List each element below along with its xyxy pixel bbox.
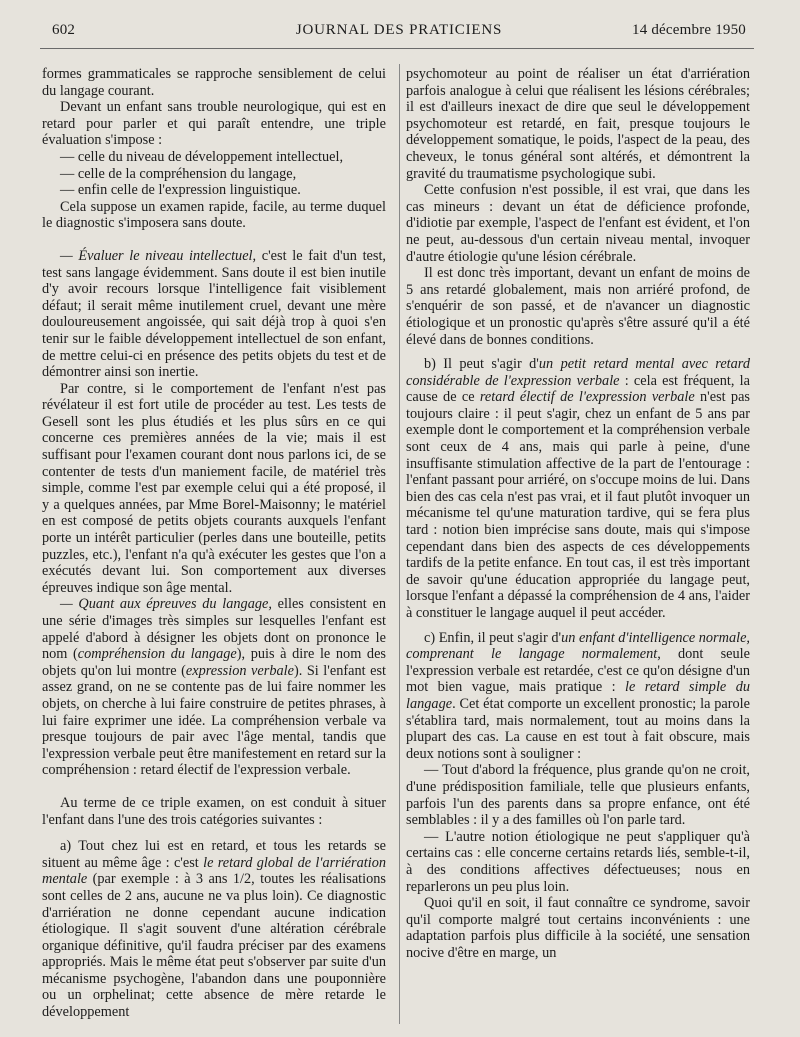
- section-label: — Évaluer le niveau intellectuel,: [60, 247, 257, 264]
- column-divider: [399, 64, 400, 1024]
- paragraph: Cela suppose un examen rapide, facile, au terme duquel le diagnostic s'imposera sans doute.: [42, 198, 386, 232]
- paragraph: Par contre, si le comportement de l'enfant n'est pas révélateur il est fort utile de procéder au test. Les tests de Gesell sont les plus étudiés et les plus sûrs en ce qui concerne ces premières années de la vie; mais il est suffisant pour l'examen courant dont nous parlons ici, de se contenter de tests d'un maniement facile, de matériel très simple, comme l'est par exemple celui qui a été proposé, il y a quelques années, par Mme Borel-Maisonny; le matériel en est composé de petits objets courants auxquels l'enfant porte un intérêt particulier (perles dans une bouteille, petits puzzles, etc.), l'enfant n'a qu'à exécuter les gestes que l'on a exécutés devant lui. Son comportement aux diverses épreuves indique son âge mental.: [42, 380, 386, 596]
- paragraph: Quoi qu'il en soit, il faut connaître ce syndrome, savoir qu'il comporte malgré tout certains inconvénients : une adaptation parfois plus difficile à la société, une sensation nocive d'être en marge, un: [406, 895, 750, 961]
- left-column: [42, 66, 386, 1021]
- paragraph: — Évaluer le niveau intellectuel, c'est le fait d'un test, test sans langage évidemment. Sans doute il est bien inutile d'y avoir recours lorsque l'intelligence fait visiblement défaut; il serait même inutilement cruel, devant une mère douloureusement angoissée, qui sait déjà trop à quoi s'en tenir sur le faible développement intellectuel de son enfant, de mettre celui-ci en présence des petits objets du test et de démontrer ainsi son inertie.: [42, 247, 387, 381]
- paragraph: — L'autre notion étiologique ne peut s'appliquer qu'à certains cas : elle concerne certains retards liés, semble-t-il, à des conditions affectives défectueuses; nous en reparlerons un peu plus loin.: [406, 828, 750, 895]
- list-item: — enfin celle de l'expression linguistique.: [60, 182, 301, 199]
- paragraph: — Quant aux épreuves du langage, elles consistent en une série d'images très simples sur lesquelles l'enfant est appelé d'abord à désigner les objets dont on prononce le nom (compréhension du langage), puis à dire le nom des objets qu'on lui montre (expression verbale). Si l'enfant est assez grand, on ne se contente pas de lui faire nommer les objets, on cherche à lui faire construire de petites phrases, à lui faire exprimer une idée. La compréhension verbale va presque toujours de pair avec l'âge mental, tandis que l'expression verbale peut être manifestement en retard sur la compréhension : retard électif de l'expression verbale.: [42, 596, 387, 779]
- paragraph: Il est donc très important, devant un enfant de moins de 5 ans retardé globalement, mais non arriéré profond, de s'enquérir de son passé, et de n'avancer un diagnostic étiologique et un pronostic qu'après s'être assuré qu'il a été élevé dans de bonnes conditions.: [406, 265, 750, 348]
- paragraph: Au terme de ce triple examen, on est conduit à situer l'enfant dans l'une des trois catégories suivantes :: [42, 794, 386, 828]
- paragraph: — Tout d'abord la fréquence, plus grande qu'on ne croit, d'une prédisposition familiale, telle que plusieurs enfants, parfois l'un des parents dans sa propre enfance, ont été semblables : il y a des familles où l'on parle tard.: [406, 762, 750, 829]
- list-item: — celle de la compréhension du langage,: [60, 165, 297, 182]
- paragraph: c) Enfin, il peut s'agir d'un enfant d'intelligence normale, comprenant le langage normalement, dont seule l'expression verbale est retardée, c'est ce qu'on désigne d'un mot bien vague, mais pratique : le retard simple du langage. Cet état comporte un excellent pronostic; la parole s'établira tard, mais normalement, tout au moins dans la plupart des cas. La cause en est tout à fait obscure, mais deux notions sont à souligner :: [406, 629, 750, 762]
- header-rule: [40, 48, 754, 49]
- journal-title: JOURNAL DES PRATICIENS: [295, 22, 503, 38]
- list-item: — celle du niveau de développement intellectuel,: [60, 148, 344, 165]
- issue-date: 14 décembre 1950: [632, 22, 746, 38]
- paragraph: Cette confusion n'est possible, il est vrai, que dans les cas mineurs : devant un état de déficience profonde, d'idiotie par exemple, l'aspect de l'enfant est évident, et l'on ne peut, au-dessous d'un certain niveau mental, invoquer d'autre étiologie qu'une lésion cérébrale.: [406, 182, 750, 265]
- section-label: — Quant aux épreuves du langage,: [60, 596, 272, 613]
- paragraph: Devant un enfant sans trouble neurologique, qui est en retard pour parler et qui paraît entendre, une triple évaluation s'impose :: [42, 99, 386, 149]
- paragraph: formes grammaticales se rapproche sensiblement de celui du langage courant.: [42, 66, 386, 99]
- paragraph: b) Il peut s'agir d'un petit retard mental avec retard considérable de l'expression verbale : cela est fréquent, la cause de ce retard électif de l'expression verbale n'est pas toujours claire : il peut s'agir, chez un enfant de 5 ans par exemple dont le comportement et la compréhension verbale sont ceux de 4 ans, mais qui parle à peine, d'une insuffisante stimulation affective de la part de l'entourage : l'enfant passant pour arriéré, on s'occupe moins de lui. Dans bien des cas cela n'est pas vrai, et il faut plutôt invoquer un mécanisme tel qu'une maturation tardive, qui se fera plus tard : notion bien imprécise sans doute, mais qui s'impose cependant dans bien des aspects de ces développements tardifs de la petite enfance. En tout cas, il est très important de savoir qu'une éducation appropriée du langage peut, lorsque l'enfant a dépassé la compréhension de 4 ans, l'aider à constituer le langage auquel il peut accéder.: [406, 356, 750, 621]
- page-header: [52, 22, 746, 46]
- page-number: 602: [52, 22, 76, 38]
- right-column: [406, 66, 750, 961]
- paragraph: a) Tout chez lui est en retard, et tous les retards se situent au même âge : c'est le retard global de l'arriération mentale (par exemple : à 3 ans 1/2, toutes les réalisations sont celles de 2 ans, aucune ne va plus loin). Ce diagnostic d'arriération ne donne cependant aucune indication étiologique. Il s'agit souvent d'une altération cérébrale organique définitive, qu'il faudra préciser par des examens appropriés. Mais le même état peut s'observer par suite d'un mécanisme psychogène, l'abandon dans une pouponnière ou un orphelinat; cette absence de mère retarde le développement: [42, 838, 386, 1021]
- paragraph: psychomoteur au point de réaliser un état d'arriération parfois analogue à celui que réalisent les lésions cérébrales; il est d'ailleurs inexact de dire que seul le développement psychomoteur est retardé, en fait, presque toujours le développement somatique, le poids, l'aspect de la peau, des cheveux, le tonus général sont altérés, et démontrent la gravité du traumatisme psychologique subi.: [406, 66, 750, 182]
